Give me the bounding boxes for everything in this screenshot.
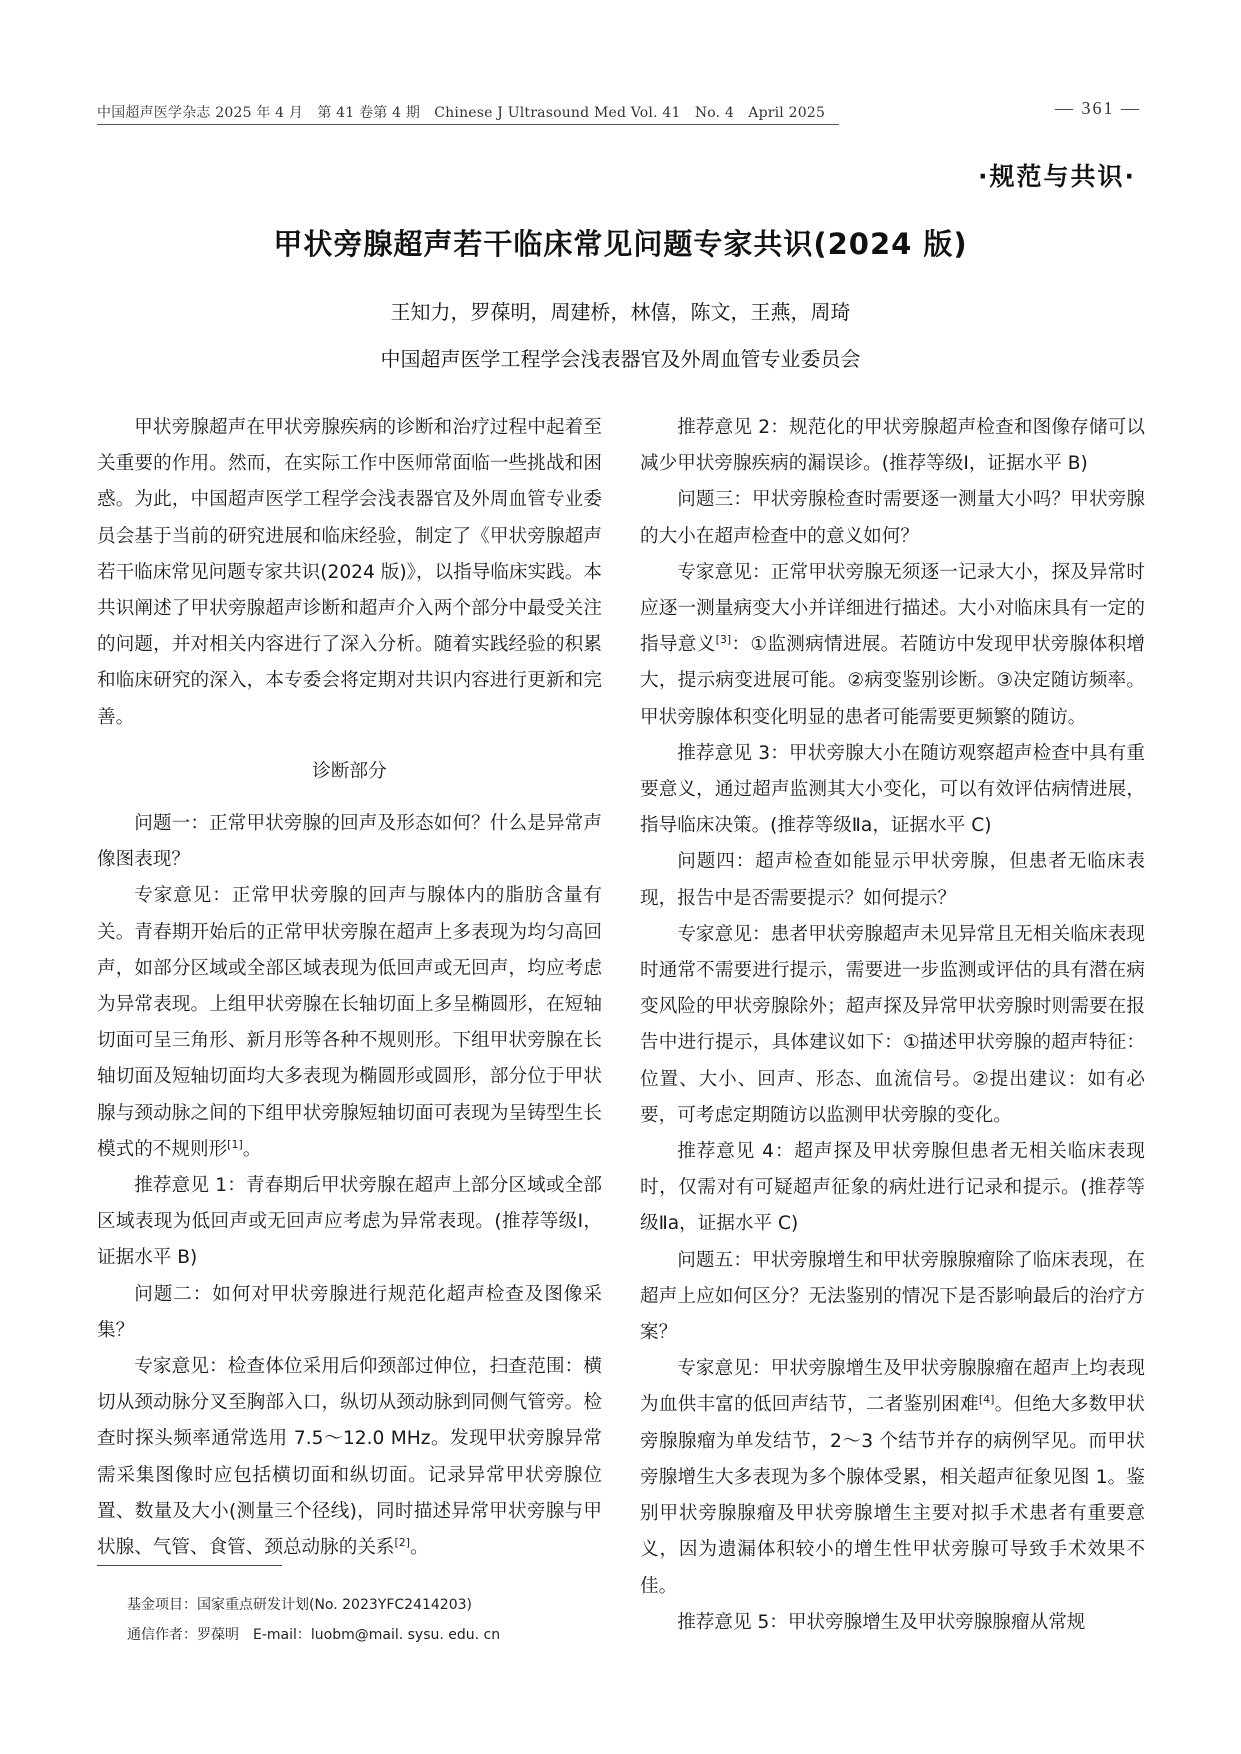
- citation-3: [3]: [715, 633, 732, 647]
- expert-opinion-3-text-a: 专家意见：正常甲状旁腺无须逐一记录大小，探及异常时应逐一测量病变大小并详细进行描述。大小对临床具有一定的指导意义: [640, 561, 1145, 656]
- expert-opinion-3: [640, 555, 1145, 736]
- expert-opinion-2-end: 。: [410, 1537, 429, 1559]
- recommendation-1: 推荐意见 1：青春期后甲状旁腺在超声上部分区域或全部区域表现为低回声或无回声应考虑为异常表现。(推荐等级Ⅰ，证据水平 B): [97, 1175, 602, 1269]
- author-list: 王知力，罗葆明，周建桥，林僖，陈文，王燕，周琦: [390, 300, 851, 324]
- funding-note: 基金项目：国家重点研发计划(No. 2023YFC2414203): [127, 1597, 472, 1613]
- running-head: [97, 102, 847, 122]
- recommendation-2: 推荐意见 2：规范化的甲状旁腺超声检查和图像存储可以减少甲状旁腺疾病的漏误诊。(推荐等级Ⅰ，证据水平 B): [640, 417, 1145, 475]
- expert-opinion-5-text-a: 专家意见：甲状旁腺增生及甲状旁腺腺瘤在超声上均表现为血供丰富的低回声结节，二者鉴别困难: [640, 1358, 1145, 1416]
- recommendation-3: 推荐意见 3：甲状旁腺大小在随访观察超声检查中具有重要意义，通过超声监测其大小变化，可以有效评估病情进展，指导临床决策。(推荐等级Ⅱa，证据水平 C): [640, 742, 1145, 837]
- footnotes: [127, 1590, 500, 1650]
- expert-opinion-5-text-b: 。但绝大多数甲状旁腺腺瘤为单发结节，2～3 个结节并存的病例罕见。而甲状旁腺增生大多表现为多个腺体受累，相关超声征象见图 1。鉴别甲状旁腺腺瘤及甲状旁腺增生主要对拟手术患者有重要意义，因为遗漏体积较小的增生性甲状旁腺可导致手术效果不佳。: [640, 1394, 1145, 1597]
- left-column: [97, 410, 602, 1566]
- question-1: 问题一：正常甲状旁腺的回声及形态如何？什么是异常声像图表现？: [97, 813, 602, 871]
- citation-4: [4]: [978, 1393, 995, 1407]
- header-rule: [97, 124, 839, 125]
- citation-1: [1]: [227, 1137, 243, 1151]
- journal-info: 中国超声医学杂志 2025 年 4 月 第 41 卷第 4 期 Chinese J Ultrasound Med Vol. 41 No. 4 April 2025: [97, 105, 826, 121]
- question-2: 问题二：如何对甲状旁腺进行规范化超声检查及图像采集？: [97, 1283, 602, 1341]
- section-label: ·规范与共识·: [978, 162, 1136, 191]
- expert-opinion-3-text-b: ：①监测病情进展。若随访中发现甲状旁腺体积增大，提示病变进展可能。②病变鉴别诊断。③决定随访频率。甲状旁腺体积变化明显的患者可能需要更频繁的随访。: [640, 634, 1145, 728]
- expert-opinion-1: [97, 878, 602, 1168]
- expert-opinion-1-end: 。: [242, 1138, 262, 1160]
- question-4: 问题四：超声检查如能显示甲状旁腺，但患者无临床表现，报告中是否需要提示？如何提示？: [640, 851, 1145, 909]
- expert-opinion-2-text: 专家意见：检查体位采用后仰颈部过伸位，扫查范围：横切从颈动脉分叉至胸部入口，纵切从颈动脉到同侧气管旁。检查时探头频率通常选用 7.5～12.0 MHz。发现甲状旁腺异常需采集图像时应包括横切面和纵切面。记录异常甲状旁腺位置、数量及大小(测量三个径线)，同时描述异常甲状旁腺与甲状腺、气管、食管、颈总动脉的关系: [97, 1356, 602, 1559]
- recommendation-5-start: 推荐意见 5：甲状旁腺增生及甲状旁腺腺瘤从常规: [677, 1611, 1086, 1633]
- page-number: — 361 —: [1055, 98, 1141, 118]
- right-column: [640, 410, 1145, 1641]
- article-title: 甲状旁腺超声若干临床常见问题专家共识(2024 版): [273, 227, 968, 261]
- citation-2: [2]: [394, 1536, 411, 1550]
- section-subhead-diagnosis: 诊断部分: [312, 760, 387, 782]
- expert-opinion-4: 专家意见：患者甲状旁腺超声未见异常且无相关临床表现时通常不需要进行提示，需要进一步监测或评估的具有潜在病变风险的甲状旁腺除外；超声探及异常甲状旁腺时则需要在报告中进行提示，具体建议如下：①描述甲状旁腺的超声特征：位置、大小、回声、形态、血流信号。②提出建议：如有必要，可考虑定期随访以监测甲状旁腺的变化。: [640, 923, 1145, 1126]
- intro-paragraph: 甲状旁腺超声在甲状旁腺疾病的诊断和治疗过程中起着至关重要的作用。然而，在实际工作中医师常面临一些挑战和困惑。为此，中国超声医学工程学会浅表器官及外周血管专业委员会基于当前的研究进展和临床经验，制定了《甲状旁腺超声若干临床常见问题专家共识(2024 版)》，以指导临床实践。本共识阐述了甲状旁腺超声诊断和超声介入两个部分中最受关注的问题，并对相关内容进行了深入分析。随着实践经验的积累和临床研究的深入，本专委会将定期对共识内容进行更新和完善。: [97, 417, 602, 728]
- affiliation: 中国超声医学工程学会浅表器官及外周血管专业委员会: [380, 347, 861, 371]
- question-3: 问题三：甲状旁腺检查时需要逐一测量大小吗？甲状旁腺的大小在超声检查中的意义如何？: [640, 489, 1145, 547]
- expert-opinion-1-text: 专家意见：正常甲状旁腺的回声与腺体内的脂肪含量有关。青春期开始后的正常甲状旁腺在超声上多表现为均匀高回声，如部分区域或全部区域表现为低回声或无回声，均应考虑为异常表现。上组甲状旁腺在长轴切面上多呈椭圆形，在短轴切面可呈三角形、新月形等各种不规则形。下组甲状旁腺在长轴切面及短轴切面均大多表现为椭圆形或圆形，部分位于甲状腺与颈动脉之间的下组甲状旁腺短轴切面可表现为呈铸型生长模式的不规则形: [97, 885, 602, 1160]
- correspondence-note: 通信作者：罗葆明 E-mail：luobm@mail. sysu. edu. cn: [127, 1627, 501, 1643]
- recommendation-4: 推荐意见 4：超声探及甲状旁腺但患者无相关临床表现时，仅需对有可疑超声征象的病灶进行记录和提示。(推荐等级Ⅱa，证据水平 C): [640, 1141, 1145, 1235]
- expert-opinion-2: [97, 1349, 602, 1566]
- expert-opinion-5: [640, 1351, 1145, 1604]
- footnote-rule: [97, 1565, 282, 1566]
- question-5: 问题五：甲状旁腺增生和甲状旁腺腺瘤除了临床表现，在超声上应如何区分？无法鉴别的情况下是否影响最后的治疗方案？: [640, 1249, 1145, 1344]
